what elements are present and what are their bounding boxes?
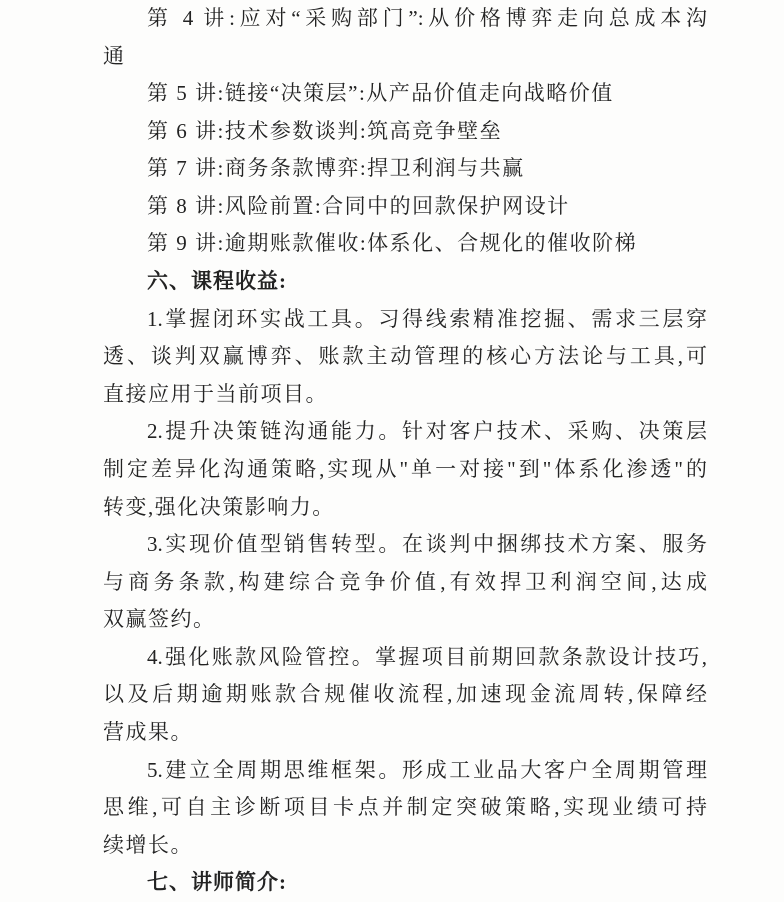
lecture-9-title: 第 9 讲:逾期账款催收:体系化、合规化的催收阶梯	[147, 231, 638, 256]
benefit-5-line-2: 思维,可自主诊断项目卡点并制定突破策略,实现业绩可持	[103, 795, 707, 820]
lecture-8-title: 第 8 讲:风险前置:合同中的回款保护网设计	[147, 193, 570, 218]
benefit-4-line-3: 营成果。	[103, 719, 193, 744]
benefit-5-line-1: 5.建立全周期思维框架。形成工业品大客户全周期管理	[147, 757, 707, 782]
benefit-2-line-1: 2.提升决策链沟通能力。针对客户技术、采购、决策层	[147, 419, 707, 444]
benefit-1-line-1: 1.掌握闭环实战工具。习得线索精准挖掘、需求三层穿	[147, 306, 707, 331]
benefit-3-line-1: 3.实现价值型销售转型。在谈判中捆绑技术方案、服务	[147, 532, 707, 557]
lecture-5-title: 第 5 讲:链接“决策层”:从产品价值走向战略价值	[147, 81, 614, 106]
benefit-1-line-3: 直接应用于当前项目。	[103, 381, 328, 406]
lecture-7-title: 第 7 讲:商务条款博弈:捍卫利润与共赢	[147, 156, 525, 181]
benefit-2-line-3: 转变,强化决策影响力。	[103, 494, 335, 519]
benefit-4-line-1: 4.强化账款风险管控。掌握项目前期回款条款设计技巧,	[147, 644, 707, 669]
benefit-3-line-3: 双赢签约。	[103, 607, 216, 632]
benefit-4-line-2: 以及后期逾期账款合规催收流程,加速现金流周转,保障经	[103, 682, 707, 707]
lecture-4-title-line-2: 通	[103, 43, 126, 68]
section-heading-instructor-profile: 七、讲师简介:	[147, 870, 287, 895]
benefit-2-line-2: 制定差异化沟通策略,实现从"单一对接"到"体系化渗透"的	[103, 456, 707, 481]
lecture-6-title: 第 6 讲:技术参数谈判:筑高竞争壁垒	[147, 118, 503, 143]
section-heading-course-benefits: 六、课程收益:	[147, 269, 287, 294]
benefit-5-line-3: 续增长。	[103, 832, 193, 857]
lecture-4-title-line-1: 第 4 讲:应对“采购部门”:从价格博弈走向总成本沟	[147, 6, 707, 30]
benefit-1-line-2: 透、谈判双赢博弈、账款主动管理的核心方法论与工具,可	[103, 344, 707, 369]
benefit-3-line-2: 与商务条款,构建综合竞争价值,有效捍卫利润空间,达成	[103, 569, 707, 594]
